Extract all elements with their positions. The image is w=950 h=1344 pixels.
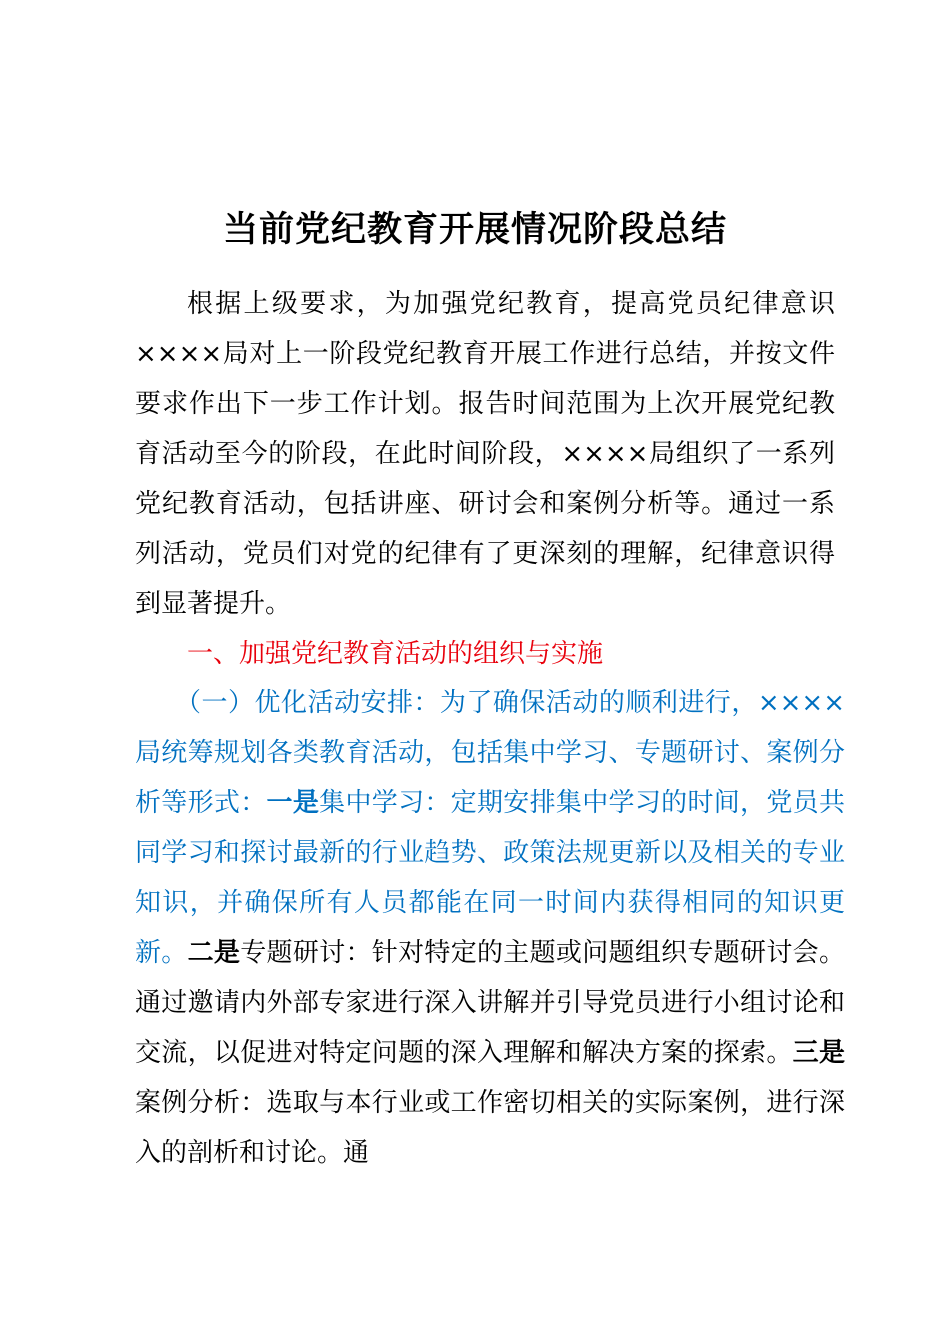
point-1-text: 集中学习：定期安排集中学习的时间，党员共同学习和探讨最新的行业趋势、政策法规更新以及相关的专业知识，并确保所有人员都能在同一时间内获得相同的知识更新。 [135,788,845,968]
point-2-label: 二是 [187,938,241,968]
intro-paragraph: 根据上级要求，为加强党纪教育，提高党员纪律意识××××局对上一阶段党纪教育开展工作进行总结，并按文件要求作出下一步工作计划。报告时间范围为上次开展党纪教育活动至今的阶段，在此时间阶段，××××局组织了一系列党纪教育活动，包括讲座、研讨会和案例分析等。通过一系列活动，党员们对党的纪律有了更深刻的理解，纪律意识得到显著提升。 [135,289,835,619]
document-title: 当前党纪教育开展情况阶段总结 [222,210,727,250]
subsection-lead: （一）优化活动安排：为了确保活动的顺利进行，××××局统筹规划各类教育活动，包括集中学习、专题研讨、案例分析等形式： [135,688,845,818]
section-heading: 一、加强党纪教育活动的组织与实施 [187,639,604,669]
point-3-label: 三是 [792,1038,845,1068]
subsection-paragraph [135,678,845,1178]
point-1-label: 一是 [266,788,320,818]
point-3-text: 案例分析：选取与本行业或工作密切相关的实际案例，进行深入的剖析和讨论。通 [135,1088,845,1168]
point-2-text: 专题研讨：针对特定的主题或问题组织专题研讨会。通过邀请内外部专家进行深入讲解并引导党员进行小组讨论和交流，以促进对特定问题的深入理解和解决方案的探索。 [135,938,845,1068]
